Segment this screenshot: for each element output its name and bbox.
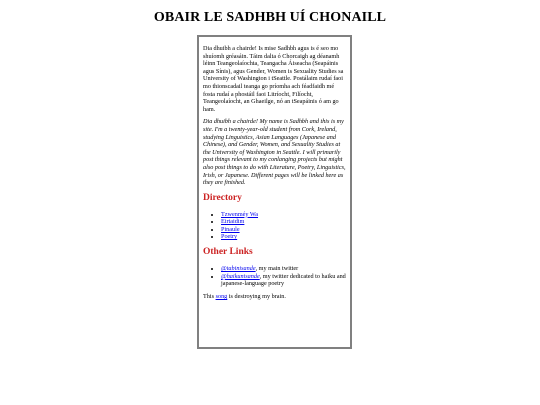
content-box [197,35,352,349]
other-link-description: , my twitter dedicated to haiku and japanese-language poetry [221,272,346,288]
directory-item [221,226,346,234]
link-haiku-twitter[interactable]: @haikunisande [221,272,260,280]
page-title: OBAIR LE SADHBH UÍ CHONAILL [153,10,387,25]
link-pinaule[interactable]: Pinaule [221,225,240,233]
other-link-item [221,273,346,288]
directory-list [203,211,346,241]
other-links-list [203,265,346,288]
other-links-heading: Other Links [203,247,253,258]
intro-irish: Dia dhuibh a chairde! Is mise Sadhbh agus is é seo mo shuíomh gréasáin. Táim dalta ó Chorcaigh ag déanamh léinn Teangeolaíochta, Teangacha Áiseacha (Seapáinis agus Sínis), agus Gender, Women is Sexuality Studies sa University of Washington i tSeattle. Postálaim rudaí faoi mo thionscadail teanga go príomha ach féadfaidh mé fosta rudaí a phostáil faoi Litríocht, Filíocht, Teangeolaíocht, an Ghaeilge, nó an tSeapáinis ó am go ham. [203,45,344,113]
link-tzwenmey-wa[interactable]: Tzwenméy Wa [221,210,259,218]
directory-item [221,211,346,219]
link-song[interactable]: song [215,292,228,300]
directory-heading: Directory [203,192,242,203]
directory-item [221,218,346,226]
link-main-twitter[interactable]: @tabinisande [221,265,256,273]
other-link-description: , my main twitter [255,265,299,273]
footer-line [203,293,346,301]
footer-suffix: is destroying my brain. [227,292,286,300]
link-eirtaidim[interactable]: Eirtaidim [221,218,245,226]
link-poetry[interactable]: Poetry [221,233,238,241]
other-link-item [221,265,346,273]
footer-prefix: This [203,292,216,300]
directory-item [221,233,346,241]
intro-english: Dia dhuibh a chairde! My name is Sadhbh and this is my site. I'm a twenty-year-old student from Cork, Ireland, studying Linguistics, Asian Languages (Japanese and Chinese), and Gender, Women, and Sexuality Studies at the University of Washington in Seattle. I will primarily post things relevant to my conlanging projects but might also post things to do with Literature, Poetry, Linguistics, Irish, or Japanese. Different pages will be linked here as they are finished. [203,118,346,187]
